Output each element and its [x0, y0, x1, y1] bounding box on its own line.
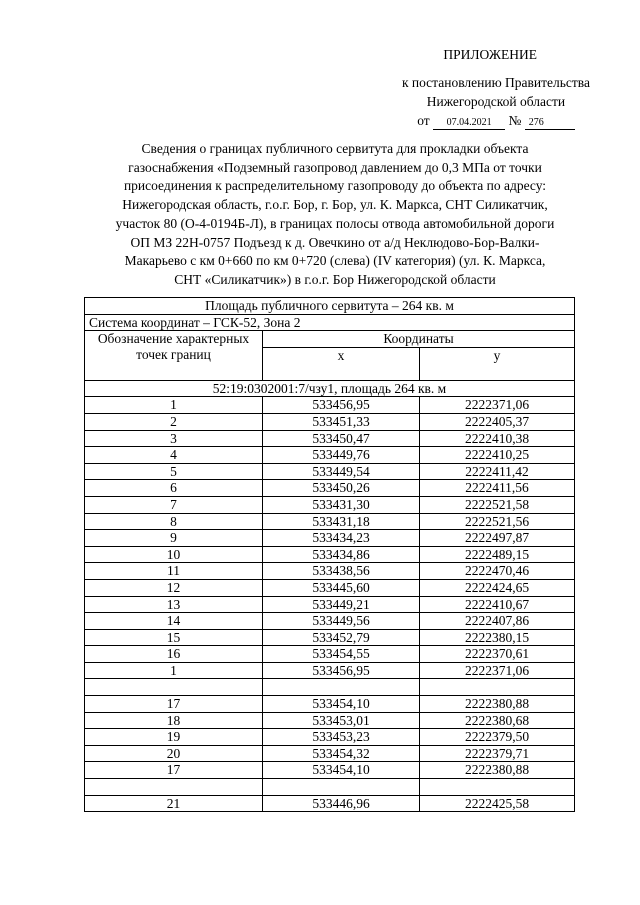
table-row — [85, 530, 575, 547]
y-coordinate-cell — [420, 679, 575, 696]
point-number-cell: 1 — [85, 662, 263, 679]
document-title — [80, 140, 590, 290]
point-number-cell: 3 — [85, 430, 263, 447]
table-row — [85, 613, 575, 630]
appendix-heading — [443, 45, 537, 64]
point-number-cell: 11 — [85, 563, 263, 580]
point-number-cell: 1 — [85, 397, 263, 414]
table-row — [85, 397, 575, 414]
y-column-header: y — [420, 347, 575, 380]
parcel-cell: 52:19:0302001:7/чзу1, площадь 264 кв. м — [85, 380, 575, 397]
title-line: СНТ «Силикатчик») в г.о.г. Бор Нижегородской области — [174, 271, 496, 287]
y-coordinate-cell: 2222405,37 — [420, 413, 575, 430]
coord-system-row — [85, 314, 575, 331]
point-number-cell: 18 — [85, 712, 263, 729]
y-coordinate-cell: 2222411,56 — [420, 480, 575, 497]
y-coordinate-cell: 2222371,06 — [420, 397, 575, 414]
table-row — [85, 413, 575, 430]
table-row — [85, 745, 575, 762]
table-row — [85, 712, 575, 729]
appendix-label: ПРИЛОЖЕНИЕ — [443, 47, 537, 62]
table-row — [85, 579, 575, 596]
coord-system-cell: Система координат – ГСК-52, Зона 2 — [85, 314, 575, 331]
y-coordinate-cell: 2222379,50 — [420, 729, 575, 746]
table-row — [85, 662, 575, 679]
region-line: Нижегородской области — [426, 94, 566, 109]
title-line: Сведения о границах публичного сервитута для прокладки объекта — [141, 141, 529, 156]
y-coordinate-cell: 2222521,58 — [420, 496, 575, 513]
table-row — [85, 679, 575, 696]
table-row — [85, 762, 575, 779]
number-label: № — [508, 113, 522, 128]
x-coordinate-cell: 533454,10 — [263, 696, 420, 713]
table-row — [85, 629, 575, 646]
x-coordinate-cell: 533434,23 — [263, 530, 420, 547]
point-number-cell: 8 — [85, 513, 263, 530]
x-coordinate-cell — [263, 779, 420, 796]
y-coordinate-cell: 2222489,15 — [420, 546, 575, 563]
x-coordinate-cell: 533454,32 — [263, 745, 420, 762]
x-coordinate-cell: 533450,26 — [263, 480, 420, 497]
point-number-cell: 12 — [85, 579, 263, 596]
x-coordinate-cell: 533446,96 — [263, 795, 420, 812]
x-coordinate-cell: 533454,55 — [263, 646, 420, 663]
title-line: присоединения к распределительному газопроводу до объекта по адресу: — [123, 178, 547, 194]
x-coordinate-cell: 533449,54 — [263, 463, 420, 480]
table-row — [85, 563, 575, 580]
point-number-cell: 14 — [85, 613, 263, 630]
header-row — [85, 331, 575, 348]
date-number-line — [402, 111, 590, 130]
table-row — [85, 513, 575, 530]
parcel-row — [85, 380, 575, 397]
point-number-cell: 19 — [85, 729, 263, 746]
table-row — [85, 430, 575, 447]
from-label: от — [417, 113, 430, 128]
y-coordinate-cell: 2222371,06 — [420, 662, 575, 679]
point-number-cell: 15 — [85, 629, 263, 646]
resolution-reference — [402, 73, 590, 130]
point-number-cell: 20 — [85, 745, 263, 762]
y-coordinate-cell: 2222379,71 — [420, 745, 575, 762]
x-coordinate-cell: 533453,01 — [263, 712, 420, 729]
x-coordinate-cell: 533445,60 — [263, 579, 420, 596]
x-coordinate-cell: 533431,30 — [263, 496, 420, 513]
x-coordinate-cell: 533431,18 — [263, 513, 420, 530]
y-coordinate-cell: 2222407,86 — [420, 613, 575, 630]
y-coordinate-cell: 2222380,68 — [420, 712, 575, 729]
y-coordinate-cell: 2222521,56 — [420, 513, 575, 530]
table-row — [85, 646, 575, 663]
area-cell: Площадь публичного сервитута – 264 кв. м — [85, 298, 575, 315]
table-row — [85, 496, 575, 513]
point-number-cell — [85, 679, 263, 696]
title-line: газоснабжения «Подземный газопровод давлением до 0,3 МПа от точки — [128, 159, 542, 175]
title-line: Нижегородская область, г.о.г. Бор, г. Бор, ул. К. Маркса, СНТ Силикатчик, — [122, 197, 548, 213]
table-row — [85, 696, 575, 713]
point-number-cell: 6 — [85, 480, 263, 497]
point-number-cell: 4 — [85, 447, 263, 464]
point-number-cell — [85, 779, 263, 796]
x-coordinate-cell: 533438,56 — [263, 563, 420, 580]
x-coordinate-cell: 533453,23 — [263, 729, 420, 746]
point-number-cell: 9 — [85, 530, 263, 547]
y-coordinate-cell: 2222370,61 — [420, 646, 575, 663]
x-coordinate-cell: 533450,47 — [263, 430, 420, 447]
x-coordinate-cell: 533454,10 — [263, 762, 420, 779]
y-coordinate-cell: 2222410,25 — [420, 447, 575, 464]
table-row — [85, 779, 575, 796]
point-number-cell: 13 — [85, 596, 263, 613]
coords-column-header: Координаты — [263, 331, 575, 348]
x-coordinate-cell: 533449,56 — [263, 613, 420, 630]
x-coordinate-cell: 533452,79 — [263, 629, 420, 646]
title-line: участок 80 (О-4-0194Б-Л), в границах полосы отвода автомобильной дороги — [115, 215, 555, 231]
coordinates-table — [84, 297, 575, 812]
table-row — [85, 795, 575, 812]
x-coordinate-cell: 533451,33 — [263, 413, 420, 430]
title-line: ОП МЗ 22Н-0757 Подъезд к д. Овечкино от а/д Неклюдово-Бор-Валки- — [130, 234, 540, 250]
table-row — [85, 480, 575, 497]
y-coordinate-cell — [420, 779, 575, 796]
point-number-cell: 2 — [85, 413, 263, 430]
y-coordinate-cell: 2222410,38 — [420, 430, 575, 447]
table-row — [85, 447, 575, 464]
y-coordinate-cell: 2222380,88 — [420, 762, 575, 779]
resolution-date: 07.04.2021 — [433, 117, 505, 130]
point-number-cell: 17 — [85, 696, 263, 713]
table-row — [85, 546, 575, 563]
resolution-line: к постановлению Правительства — [401, 75, 590, 90]
point-number-cell: 21 — [85, 795, 263, 812]
point-number-cell: 16 — [85, 646, 263, 663]
table-row — [85, 463, 575, 480]
table-row — [85, 729, 575, 746]
y-coordinate-cell: 2222411,42 — [420, 463, 575, 480]
point-number-cell: 5 — [85, 463, 263, 480]
x-coordinate-cell — [263, 679, 420, 696]
area-row — [85, 298, 575, 315]
x-coordinate-cell: 533449,76 — [263, 447, 420, 464]
x-coordinate-cell: 533434,86 — [263, 546, 420, 563]
point-number-cell: 10 — [85, 546, 263, 563]
y-coordinate-cell: 2222470,46 — [420, 563, 575, 580]
y-coordinate-cell: 2222380,88 — [420, 696, 575, 713]
x-column-header: x — [263, 347, 420, 380]
y-coordinate-cell: 2222380,15 — [420, 629, 575, 646]
y-coordinate-cell: 2222424,65 — [420, 579, 575, 596]
point-number-cell: 7 — [85, 496, 263, 513]
point-column-header: Обозначение характерных точек границ — [85, 331, 263, 381]
x-coordinate-cell: 533456,95 — [263, 662, 420, 679]
y-coordinate-cell: 2222497,87 — [420, 530, 575, 547]
title-line: Макарьево с км 0+660 по км 0+720 (слева) (IV категория) (ул. К. Маркса, — [124, 253, 546, 269]
resolution-number: 276 — [525, 117, 575, 130]
point-number-cell: 17 — [85, 762, 263, 779]
y-coordinate-cell: 2222425,58 — [420, 795, 575, 812]
table-row — [85, 596, 575, 613]
y-coordinate-cell: 2222410,67 — [420, 596, 575, 613]
x-coordinate-cell: 533456,95 — [263, 397, 420, 414]
x-coordinate-cell: 533449,21 — [263, 596, 420, 613]
